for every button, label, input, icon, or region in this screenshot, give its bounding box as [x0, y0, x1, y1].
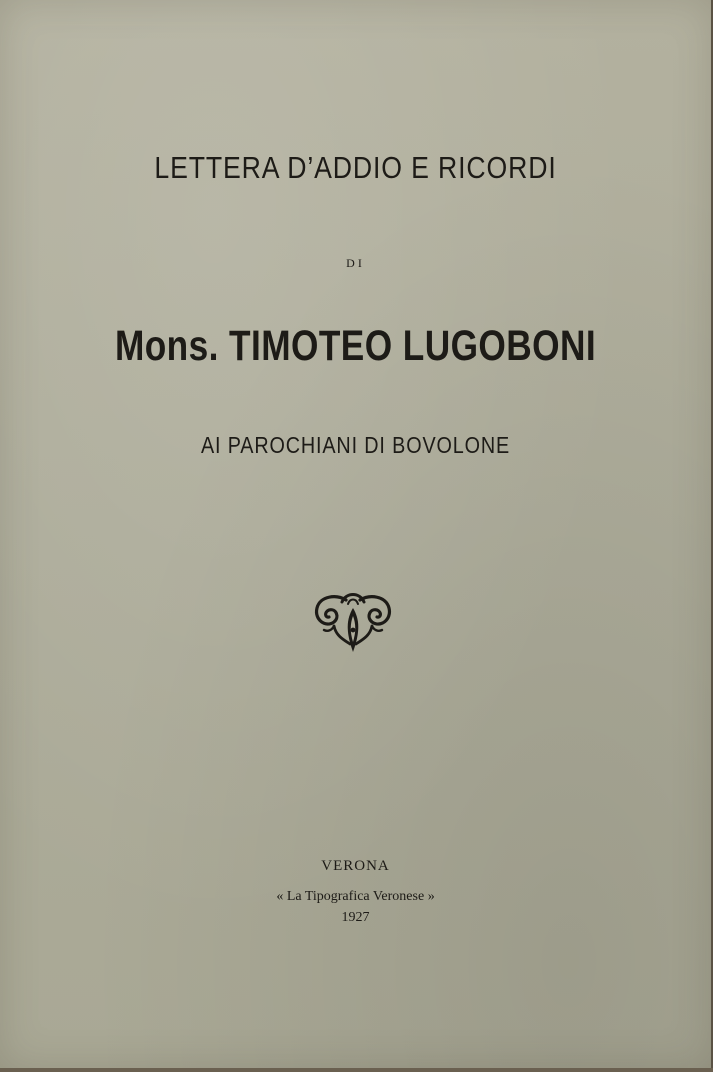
- imprint-publisher: « La Tipografica Veronese »: [276, 889, 435, 904]
- cover-title: LETTERA D’ADDIO E RICORDI: [154, 150, 557, 185]
- cover-author: Mons. TIMOTEO LUGOBONI: [114, 322, 597, 370]
- cover-recipients: AI PAROCHIANI DI BOVOLONE: [200, 432, 511, 458]
- cover-preposition: DI: [346, 256, 365, 270]
- imprint-year: 1927: [341, 910, 370, 925]
- cover-bottom-edge: [0, 1068, 713, 1072]
- scroll-ornament-icon: [312, 586, 394, 656]
- imprint-city: VERONA: [321, 858, 390, 874]
